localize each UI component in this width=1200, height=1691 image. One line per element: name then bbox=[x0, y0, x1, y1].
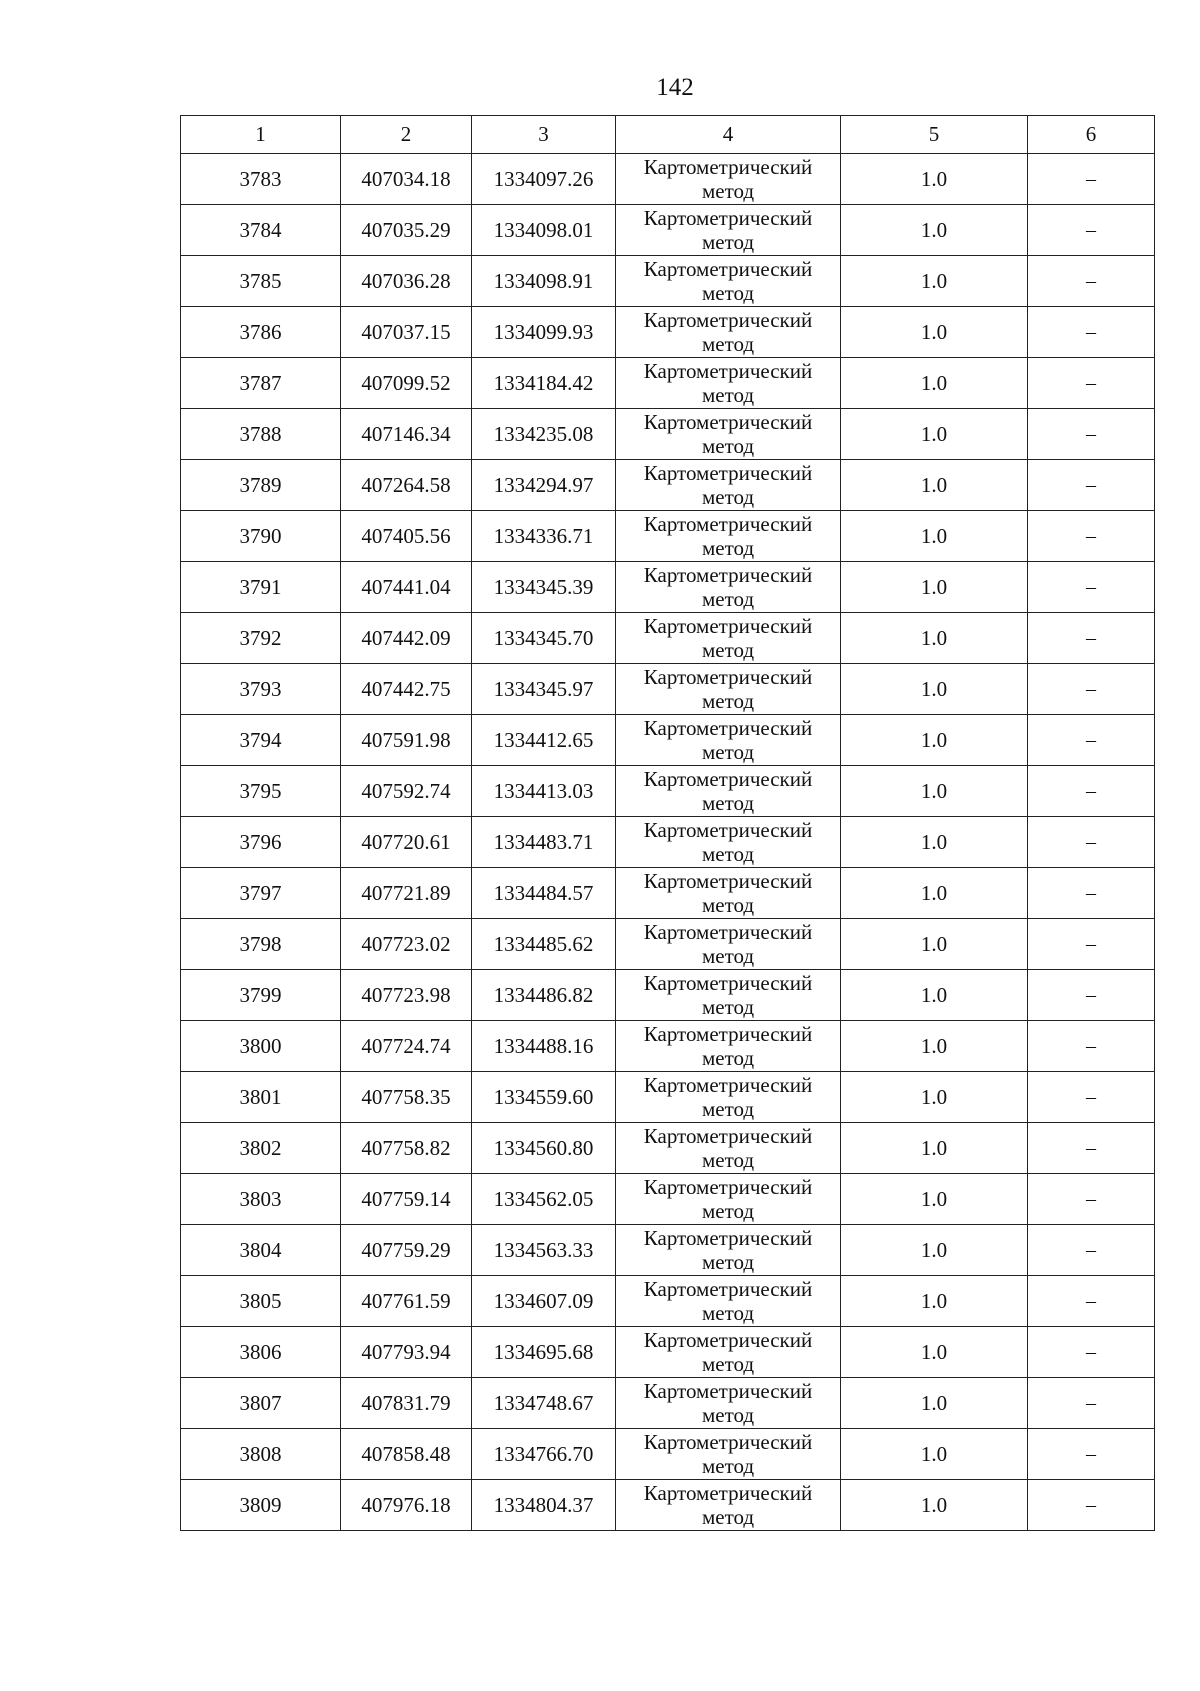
y-coordinate-cell: 1334413.03 bbox=[472, 766, 616, 817]
note-cell: – bbox=[1028, 1123, 1155, 1174]
method-cell: Картометрический метод bbox=[616, 817, 841, 868]
y-coordinate-cell: 1334345.70 bbox=[472, 613, 616, 664]
table-row bbox=[181, 1378, 1155, 1429]
point-number-cell: 3805 bbox=[181, 1276, 341, 1327]
table-row bbox=[181, 919, 1155, 970]
point-number-cell: 3797 bbox=[181, 868, 341, 919]
table-row bbox=[181, 256, 1155, 307]
method-cell: Картометрический метод bbox=[616, 970, 841, 1021]
accuracy-cell: 1.0 bbox=[841, 1225, 1028, 1276]
point-number-cell: 3784 bbox=[181, 205, 341, 256]
table-row bbox=[181, 868, 1155, 919]
accuracy-cell: 1.0 bbox=[841, 409, 1028, 460]
method-cell: Картометрический метод bbox=[616, 1123, 841, 1174]
accuracy-cell: 1.0 bbox=[841, 205, 1028, 256]
table-row bbox=[181, 1174, 1155, 1225]
y-coordinate-cell: 1334748.67 bbox=[472, 1378, 616, 1429]
note-cell: – bbox=[1028, 1225, 1155, 1276]
accuracy-cell: 1.0 bbox=[841, 664, 1028, 715]
point-number-cell: 3786 bbox=[181, 307, 341, 358]
accuracy-cell: 1.0 bbox=[841, 256, 1028, 307]
x-coordinate-cell: 407099.52 bbox=[341, 358, 472, 409]
x-coordinate-cell: 407724.74 bbox=[341, 1021, 472, 1072]
point-number-cell: 3807 bbox=[181, 1378, 341, 1429]
column-header-6: 6 bbox=[1028, 116, 1155, 154]
y-coordinate-cell: 1334412.65 bbox=[472, 715, 616, 766]
x-coordinate-cell: 407723.98 bbox=[341, 970, 472, 1021]
table-row bbox=[181, 970, 1155, 1021]
y-coordinate-cell: 1334098.01 bbox=[472, 205, 616, 256]
accuracy-cell: 1.0 bbox=[841, 1429, 1028, 1480]
note-cell: – bbox=[1028, 1327, 1155, 1378]
y-coordinate-cell: 1334607.09 bbox=[472, 1276, 616, 1327]
method-cell: Картометрический метод bbox=[616, 919, 841, 970]
table-row bbox=[181, 766, 1155, 817]
method-cell: Картометрический метод bbox=[616, 154, 841, 205]
table-body bbox=[181, 154, 1155, 1531]
x-coordinate-cell: 407441.04 bbox=[341, 562, 472, 613]
accuracy-cell: 1.0 bbox=[841, 1072, 1028, 1123]
y-coordinate-cell: 1334766.70 bbox=[472, 1429, 616, 1480]
note-cell: – bbox=[1028, 766, 1155, 817]
point-number-cell: 3794 bbox=[181, 715, 341, 766]
table-row bbox=[181, 715, 1155, 766]
x-coordinate-cell: 407723.02 bbox=[341, 919, 472, 970]
method-cell: Картометрический метод bbox=[616, 562, 841, 613]
x-coordinate-cell: 407034.18 bbox=[341, 154, 472, 205]
y-coordinate-cell: 1334562.05 bbox=[472, 1174, 616, 1225]
table-row bbox=[181, 358, 1155, 409]
note-cell: – bbox=[1028, 562, 1155, 613]
accuracy-cell: 1.0 bbox=[841, 1174, 1028, 1225]
point-number-cell: 3787 bbox=[181, 358, 341, 409]
y-coordinate-cell: 1334345.39 bbox=[472, 562, 616, 613]
column-header-3: 3 bbox=[472, 116, 616, 154]
point-number-cell: 3798 bbox=[181, 919, 341, 970]
note-cell: – bbox=[1028, 205, 1155, 256]
y-coordinate-cell: 1334484.57 bbox=[472, 868, 616, 919]
table-row bbox=[181, 460, 1155, 511]
accuracy-cell: 1.0 bbox=[841, 613, 1028, 664]
note-cell: – bbox=[1028, 1072, 1155, 1123]
x-coordinate-cell: 407758.35 bbox=[341, 1072, 472, 1123]
y-coordinate-cell: 1334097.26 bbox=[472, 154, 616, 205]
table-row bbox=[181, 154, 1155, 205]
table-row bbox=[181, 664, 1155, 715]
point-number-cell: 3804 bbox=[181, 1225, 341, 1276]
method-cell: Картометрический метод bbox=[616, 766, 841, 817]
y-coordinate-cell: 1334336.71 bbox=[472, 511, 616, 562]
x-coordinate-cell: 407793.94 bbox=[341, 1327, 472, 1378]
table-row bbox=[181, 1123, 1155, 1174]
accuracy-cell: 1.0 bbox=[841, 868, 1028, 919]
page-number: 142 bbox=[656, 74, 694, 101]
table-row bbox=[181, 1480, 1155, 1531]
method-cell: Картометрический метод bbox=[616, 307, 841, 358]
method-cell: Картометрический метод bbox=[616, 664, 841, 715]
x-coordinate-cell: 407976.18 bbox=[341, 1480, 472, 1531]
y-coordinate-cell: 1334345.97 bbox=[472, 664, 616, 715]
accuracy-cell: 1.0 bbox=[841, 1123, 1028, 1174]
accuracy-cell: 1.0 bbox=[841, 1021, 1028, 1072]
method-cell: Картометрический метод bbox=[616, 1378, 841, 1429]
table-header-row bbox=[181, 116, 1155, 154]
x-coordinate-cell: 407591.98 bbox=[341, 715, 472, 766]
coordinates-table bbox=[180, 115, 1155, 1531]
y-coordinate-cell: 1334235.08 bbox=[472, 409, 616, 460]
note-cell: – bbox=[1028, 307, 1155, 358]
method-cell: Картометрический метод bbox=[616, 256, 841, 307]
x-coordinate-cell: 407037.15 bbox=[341, 307, 472, 358]
accuracy-cell: 1.0 bbox=[841, 358, 1028, 409]
column-header-2: 2 bbox=[341, 116, 472, 154]
method-cell: Картометрический метод bbox=[616, 868, 841, 919]
x-coordinate-cell: 407831.79 bbox=[341, 1378, 472, 1429]
note-cell: – bbox=[1028, 919, 1155, 970]
accuracy-cell: 1.0 bbox=[841, 562, 1028, 613]
accuracy-cell: 1.0 bbox=[841, 154, 1028, 205]
point-number-cell: 3788 bbox=[181, 409, 341, 460]
y-coordinate-cell: 1334560.80 bbox=[472, 1123, 616, 1174]
point-number-cell: 3790 bbox=[181, 511, 341, 562]
x-coordinate-cell: 407146.34 bbox=[341, 409, 472, 460]
x-coordinate-cell: 407442.75 bbox=[341, 664, 472, 715]
accuracy-cell: 1.0 bbox=[841, 1378, 1028, 1429]
x-coordinate-cell: 407442.09 bbox=[341, 613, 472, 664]
method-cell: Картометрический метод bbox=[616, 1276, 841, 1327]
point-number-cell: 3801 bbox=[181, 1072, 341, 1123]
table-row bbox=[181, 562, 1155, 613]
x-coordinate-cell: 407759.29 bbox=[341, 1225, 472, 1276]
method-cell: Картометрический метод bbox=[616, 1174, 841, 1225]
note-cell: – bbox=[1028, 256, 1155, 307]
accuracy-cell: 1.0 bbox=[841, 766, 1028, 817]
note-cell: – bbox=[1028, 1276, 1155, 1327]
note-cell: – bbox=[1028, 817, 1155, 868]
method-cell: Картометрический метод bbox=[616, 1327, 841, 1378]
x-coordinate-cell: 407405.56 bbox=[341, 511, 472, 562]
note-cell: – bbox=[1028, 1378, 1155, 1429]
point-number-cell: 3789 bbox=[181, 460, 341, 511]
point-number-cell: 3803 bbox=[181, 1174, 341, 1225]
x-coordinate-cell: 407761.59 bbox=[341, 1276, 472, 1327]
point-number-cell: 3799 bbox=[181, 970, 341, 1021]
method-cell: Картометрический метод bbox=[616, 1072, 841, 1123]
method-cell: Картометрический метод bbox=[616, 358, 841, 409]
note-cell: – bbox=[1028, 409, 1155, 460]
accuracy-cell: 1.0 bbox=[841, 970, 1028, 1021]
note-cell: – bbox=[1028, 970, 1155, 1021]
note-cell: – bbox=[1028, 358, 1155, 409]
column-header-1: 1 bbox=[181, 116, 341, 154]
note-cell: – bbox=[1028, 1021, 1155, 1072]
y-coordinate-cell: 1334098.91 bbox=[472, 256, 616, 307]
y-coordinate-cell: 1334804.37 bbox=[472, 1480, 616, 1531]
point-number-cell: 3802 bbox=[181, 1123, 341, 1174]
x-coordinate-cell: 407035.29 bbox=[341, 205, 472, 256]
x-coordinate-cell: 407036.28 bbox=[341, 256, 472, 307]
point-number-cell: 3791 bbox=[181, 562, 341, 613]
x-coordinate-cell: 407721.89 bbox=[341, 868, 472, 919]
point-number-cell: 3795 bbox=[181, 766, 341, 817]
table-row bbox=[181, 1072, 1155, 1123]
method-cell: Картометрический метод bbox=[616, 511, 841, 562]
point-number-cell: 3800 bbox=[181, 1021, 341, 1072]
table-row bbox=[181, 409, 1155, 460]
table-row bbox=[181, 1276, 1155, 1327]
method-cell: Картометрический метод bbox=[616, 460, 841, 511]
accuracy-cell: 1.0 bbox=[841, 307, 1028, 358]
y-coordinate-cell: 1334563.33 bbox=[472, 1225, 616, 1276]
method-cell: Картометрический метод bbox=[616, 1429, 841, 1480]
accuracy-cell: 1.0 bbox=[841, 817, 1028, 868]
y-coordinate-cell: 1334486.82 bbox=[472, 970, 616, 1021]
table-row bbox=[181, 205, 1155, 256]
note-cell: – bbox=[1028, 868, 1155, 919]
y-coordinate-cell: 1334184.42 bbox=[472, 358, 616, 409]
x-coordinate-cell: 407592.74 bbox=[341, 766, 472, 817]
column-header-4: 4 bbox=[616, 116, 841, 154]
note-cell: – bbox=[1028, 613, 1155, 664]
method-cell: Картометрический метод bbox=[616, 613, 841, 664]
note-cell: – bbox=[1028, 1480, 1155, 1531]
table-row bbox=[181, 511, 1155, 562]
note-cell: – bbox=[1028, 460, 1155, 511]
accuracy-cell: 1.0 bbox=[841, 1276, 1028, 1327]
table-row bbox=[181, 817, 1155, 868]
point-number-cell: 3783 bbox=[181, 154, 341, 205]
note-cell: – bbox=[1028, 664, 1155, 715]
table-row bbox=[181, 1429, 1155, 1480]
accuracy-cell: 1.0 bbox=[841, 460, 1028, 511]
accuracy-cell: 1.0 bbox=[841, 919, 1028, 970]
column-header-5: 5 bbox=[841, 116, 1028, 154]
x-coordinate-cell: 407759.14 bbox=[341, 1174, 472, 1225]
accuracy-cell: 1.0 bbox=[841, 1327, 1028, 1378]
x-coordinate-cell: 407858.48 bbox=[341, 1429, 472, 1480]
note-cell: – bbox=[1028, 715, 1155, 766]
note-cell: – bbox=[1028, 154, 1155, 205]
y-coordinate-cell: 1334099.93 bbox=[472, 307, 616, 358]
y-coordinate-cell: 1334695.68 bbox=[472, 1327, 616, 1378]
note-cell: – bbox=[1028, 511, 1155, 562]
table-row bbox=[181, 613, 1155, 664]
point-number-cell: 3792 bbox=[181, 613, 341, 664]
y-coordinate-cell: 1334294.97 bbox=[472, 460, 616, 511]
y-coordinate-cell: 1334483.71 bbox=[472, 817, 616, 868]
point-number-cell: 3808 bbox=[181, 1429, 341, 1480]
method-cell: Картометрический метод bbox=[616, 409, 841, 460]
x-coordinate-cell: 407264.58 bbox=[341, 460, 472, 511]
y-coordinate-cell: 1334485.62 bbox=[472, 919, 616, 970]
point-number-cell: 3793 bbox=[181, 664, 341, 715]
x-coordinate-cell: 407720.61 bbox=[341, 817, 472, 868]
method-cell: Картометрический метод bbox=[616, 1021, 841, 1072]
method-cell: Картометрический метод bbox=[616, 205, 841, 256]
accuracy-cell: 1.0 bbox=[841, 511, 1028, 562]
table-row bbox=[181, 307, 1155, 358]
point-number-cell: 3806 bbox=[181, 1327, 341, 1378]
note-cell: – bbox=[1028, 1174, 1155, 1225]
table-row bbox=[181, 1021, 1155, 1072]
note-cell: – bbox=[1028, 1429, 1155, 1480]
y-coordinate-cell: 1334488.16 bbox=[472, 1021, 616, 1072]
point-number-cell: 3809 bbox=[181, 1480, 341, 1531]
method-cell: Картометрический метод bbox=[616, 1480, 841, 1531]
table-row bbox=[181, 1327, 1155, 1378]
accuracy-cell: 1.0 bbox=[841, 1480, 1028, 1531]
y-coordinate-cell: 1334559.60 bbox=[472, 1072, 616, 1123]
method-cell: Картометрический метод bbox=[616, 715, 841, 766]
accuracy-cell: 1.0 bbox=[841, 715, 1028, 766]
method-cell: Картометрический метод bbox=[616, 1225, 841, 1276]
point-number-cell: 3796 bbox=[181, 817, 341, 868]
point-number-cell: 3785 bbox=[181, 256, 341, 307]
x-coordinate-cell: 407758.82 bbox=[341, 1123, 472, 1174]
table-row bbox=[181, 1225, 1155, 1276]
